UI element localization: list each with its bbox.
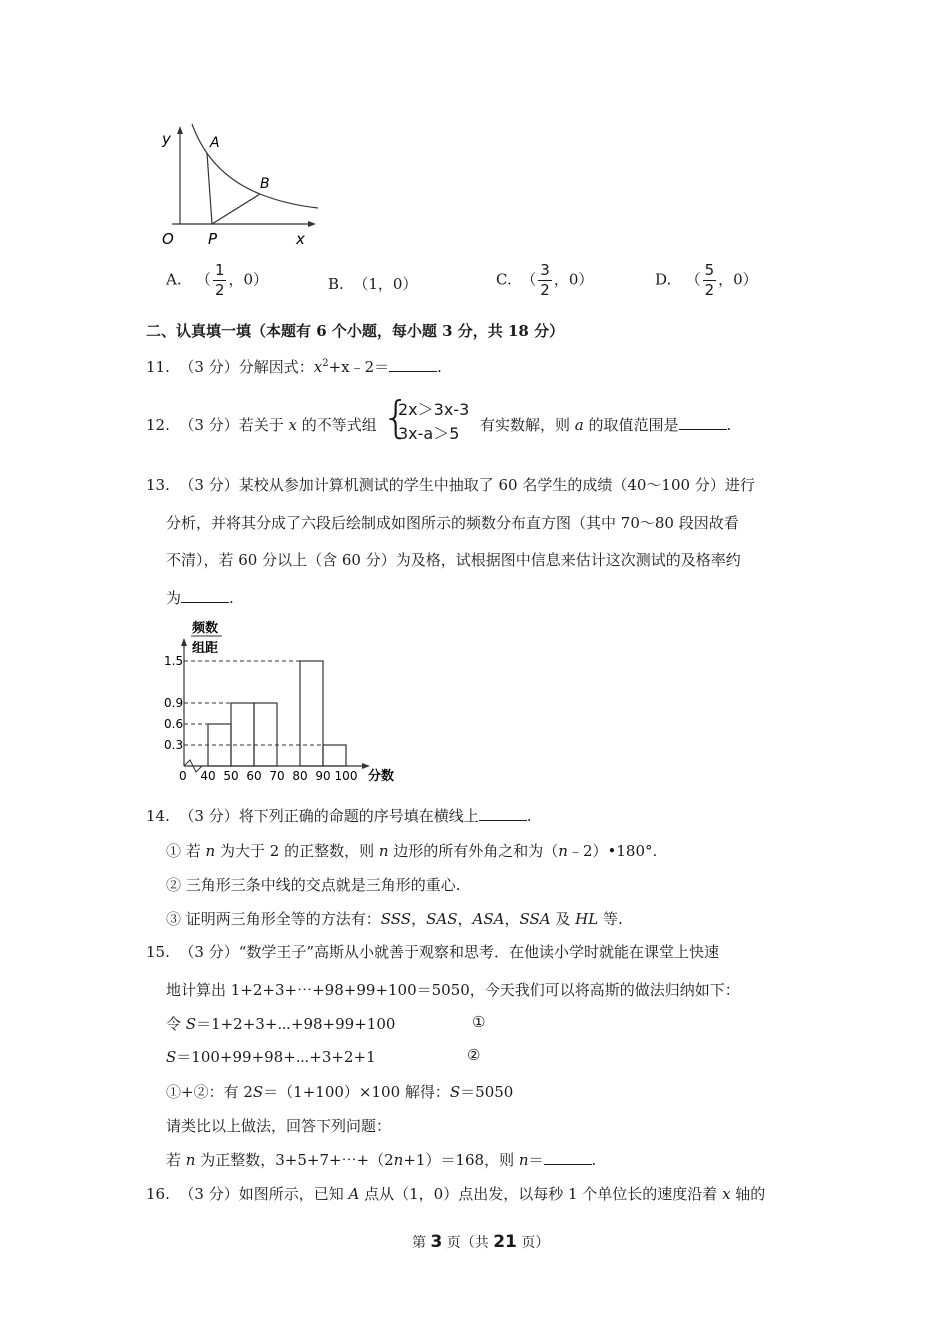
- question-12: 12. （3 分）若关于 x 的不等式组: [146, 416, 377, 434]
- x-tick-label: 50: [223, 769, 239, 783]
- q10-option-d: D. （ $\frac{5}{2}$ ，0）: [655, 261, 758, 299]
- y-tick-label: 0.9: [164, 696, 184, 710]
- x-axis-arrow: [308, 221, 316, 227]
- question-12-tail: 有实数解，则 a 的取值范围是 .: [480, 416, 732, 434]
- question-13-line-1: 13. （3 分）某校从参加计算机测试的学生中抽取了 60 名学生的成绩（40～100 分）进行: [146, 476, 755, 494]
- q10-option-c: C. （ $\frac{3}{2}$ ，0）: [496, 261, 594, 299]
- label-o: O: [162, 230, 174, 248]
- segment-pb: [212, 194, 260, 224]
- statement-1: ① 若 n 为大于 2 的正整数，则 n 边形的所有外角之和为（n﹣2）•180°.: [166, 842, 658, 860]
- section-heading: 二、认真填一填（本题有 6 个小题，每小题 3 分，共 18 分）: [146, 322, 565, 340]
- question-11: 11. （3 分）分解因式：$x^2+x﹣2=$ .: [146, 358, 442, 376]
- inequality-line-2: 3x-a＞5: [398, 424, 460, 443]
- fraction-five-halves: $\frac{5}{2}$: [704, 261, 715, 299]
- statement-2: ② 三角形三条中线的交点就是三角形的重心.: [166, 876, 461, 894]
- answer-blank[interactable]: [389, 359, 437, 372]
- label-b: B: [260, 176, 270, 192]
- question-13-line-2: 分析，并将其分成了六段后绘制成如图所示的频数分布直方图（其中 70～80 段因故看: [166, 514, 739, 532]
- question-15-line-1: 15. （3 分）“数学王子”高斯从小就善于观察和思考．在他读小学时就能在课堂上快速: [146, 943, 720, 961]
- x-tick-label: 60: [246, 769, 262, 783]
- page-footer: 第 3 页（共 21 页）: [412, 1232, 550, 1252]
- label-p: P: [208, 230, 218, 248]
- label-x: x: [296, 230, 305, 248]
- answer-blank[interactable]: [181, 590, 229, 603]
- x-tick-label: 40: [200, 769, 216, 783]
- answer-blank[interactable]: [544, 1152, 592, 1165]
- x-tick-label: 90: [315, 769, 331, 783]
- label-y: y: [162, 130, 171, 148]
- page-total: 21: [493, 1232, 517, 1252]
- label-a: A: [210, 135, 220, 151]
- statement-3: ③ 证明两三角形全等的方法有：SSS，SAS，ASA，SSA 及 HL 等.: [166, 910, 623, 928]
- question-15-line-5: ①+②：有 2S＝（1+100）×100 解得：S＝5050: [166, 1083, 514, 1101]
- histogram-bar-50-60: [231, 703, 254, 766]
- equation-mark-2: ②: [467, 1046, 481, 1064]
- answer-blank[interactable]: [679, 417, 727, 430]
- question-15-line-2: 地计算出 1+2+3+⋯+98+99+100＝5050，今天我们可以将高斯的做法归纳如下：: [166, 981, 740, 999]
- question-16: 16. （3 分）如图所示，已知 A 点从（1，0）点出发，以每秒 1 个单位长的速度沿着 x 轴的: [146, 1185, 766, 1203]
- answer-blank[interactable]: [479, 808, 527, 821]
- page-number: 3: [430, 1232, 443, 1252]
- x-tick-label: 70: [269, 769, 285, 783]
- question-14: 14. （3 分）将下列正确的命题的序号填在横线上 .: [146, 807, 532, 825]
- question-15-line-6: 请类比以上做法，回答下列问题：: [166, 1117, 392, 1135]
- question-13-line-3: 不清），若 60 分以上（含 60 分）为及格，试根据图中信息来估计这次测试的及格率约: [166, 551, 741, 569]
- q10-option-a: A. （ $\frac{1}{2}$ ，0）: [166, 261, 269, 299]
- histogram-bar-80-90: [300, 661, 323, 766]
- origin-label: 0: [179, 769, 187, 783]
- y-label-bottom: 组距: [192, 641, 219, 656]
- equation-mark-1: ①: [472, 1013, 486, 1031]
- question-15-line-4: S＝100+99+98+⋯+3+2+1: [166, 1048, 376, 1066]
- x-tick-label: 100: [334, 769, 358, 783]
- histogram-bar-60-70: [254, 703, 277, 766]
- histogram-y-arrow: [181, 638, 187, 646]
- fraction-one-half: $\frac{1}{2}$: [214, 261, 225, 299]
- question-13-line-4: 为 .: [166, 589, 234, 607]
- histogram-chart: [160, 614, 410, 790]
- fraction-three-halves: $\frac{3}{2}$: [540, 261, 550, 299]
- inequality-system: [398, 398, 469, 446]
- y-tick-label: 0.3: [164, 738, 184, 752]
- q10-figure: [150, 120, 330, 250]
- question-15-line-7: 若 n 为正整数，3+5+7+⋯+（2n+1）＝168，则 n＝ .: [166, 1151, 597, 1169]
- x-axis-label: 分数: [368, 769, 395, 784]
- y-tick-label: 1.5: [164, 654, 184, 668]
- x-tick-label: 80: [292, 769, 308, 783]
- inequality-line-1: 2x＞3x-3: [398, 400, 470, 419]
- y-tick-label: 0.6: [164, 717, 184, 731]
- y-axis-arrow: [177, 126, 183, 134]
- segment-ap: [207, 153, 212, 224]
- histogram-bar-90-100: [323, 745, 346, 766]
- y-label-top: 频数: [192, 621, 219, 636]
- inequality-brace: {: [382, 392, 410, 443]
- q10-option-b: B. （1，0）: [328, 275, 418, 293]
- question-15-line-3: 令 S＝1+2+3+⋯+98+99+100: [166, 1015, 396, 1033]
